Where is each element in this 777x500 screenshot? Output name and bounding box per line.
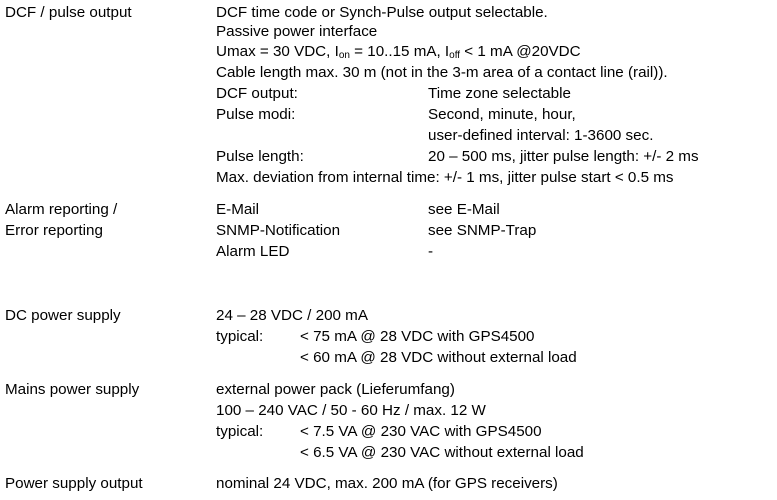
pulse-modi-interval: user-defined interval: 1-3600 sec. (428, 127, 654, 144)
pulse-modi-value: Second, minute, hour, (428, 106, 576, 123)
power-output-value: nominal 24 VDC, max. 200 mA (for GPS receivers) (216, 475, 558, 492)
mains-power-rating: 100 – 240 VAC / 50 - 60 Hz / max. 12 W (216, 402, 486, 419)
mains-power-label: Mains power supply (5, 381, 140, 398)
dcf-interface: Passive power interface (216, 23, 378, 40)
alarm-row-name: E-Mail (216, 201, 260, 218)
alarm-row-value: - (428, 243, 434, 260)
mains-typical-value: < 7.5 VA @ 230 VAC with GPS4500 (300, 423, 542, 440)
error-section-label: Error reporting (5, 222, 103, 239)
dc-typical-label: typical: (216, 328, 264, 345)
alarm-row-value: see SNMP-Trap (428, 222, 537, 239)
dcf-output-label: DCF output: (216, 85, 298, 102)
mains-power-pack: external power pack (Lieferumfang) (216, 381, 455, 398)
power-output-label: Power supply output (5, 475, 143, 492)
mains-typical-value: < 6.5 VA @ 230 VAC without external load (300, 444, 584, 461)
pulse-length-value: 20 – 500 ms, jitter pulse length: +/- 2 ms (428, 148, 699, 165)
alarm-row-value: see E-Mail (428, 201, 500, 218)
dcf-section-label: DCF / pulse output (5, 4, 132, 21)
pulse-modi-label: Pulse modi: (216, 106, 296, 123)
max-deviation: Max. deviation from internal time: +/- 1 ms, jitter pulse start < 0.5 ms (216, 169, 674, 186)
dcf-cable-length: Cable length max. 30 m (not in the 3-m area of a contact line (rail)). (216, 64, 668, 81)
dc-typical-value: < 75 mA @ 28 VDC with GPS4500 (300, 328, 535, 345)
dc-power-rating: 24 – 28 VDC / 200 mA (216, 307, 368, 324)
alarm-row-name: SNMP-Notification (216, 222, 341, 239)
dc-power-label: DC power supply (5, 307, 121, 324)
alarm-row-name: Alarm LED (216, 243, 290, 260)
alarm-section-label: Alarm reporting / (5, 201, 118, 218)
dcf-output-value: Time zone selectable (428, 85, 571, 102)
dc-typical-value: < 60 mA @ 28 VDC without external load (300, 349, 577, 366)
dcf-umax: Umax = 30 VDC, $I_{on} = 10..15$ mA, $I_{off} < 1$ mA @20VDC (216, 43, 581, 61)
dcf-description: DCF time code or Synch-Pulse output selectable. (216, 4, 548, 21)
pulse-length-label: Pulse length: (216, 148, 304, 165)
mains-typical-label: typical: (216, 423, 264, 440)
